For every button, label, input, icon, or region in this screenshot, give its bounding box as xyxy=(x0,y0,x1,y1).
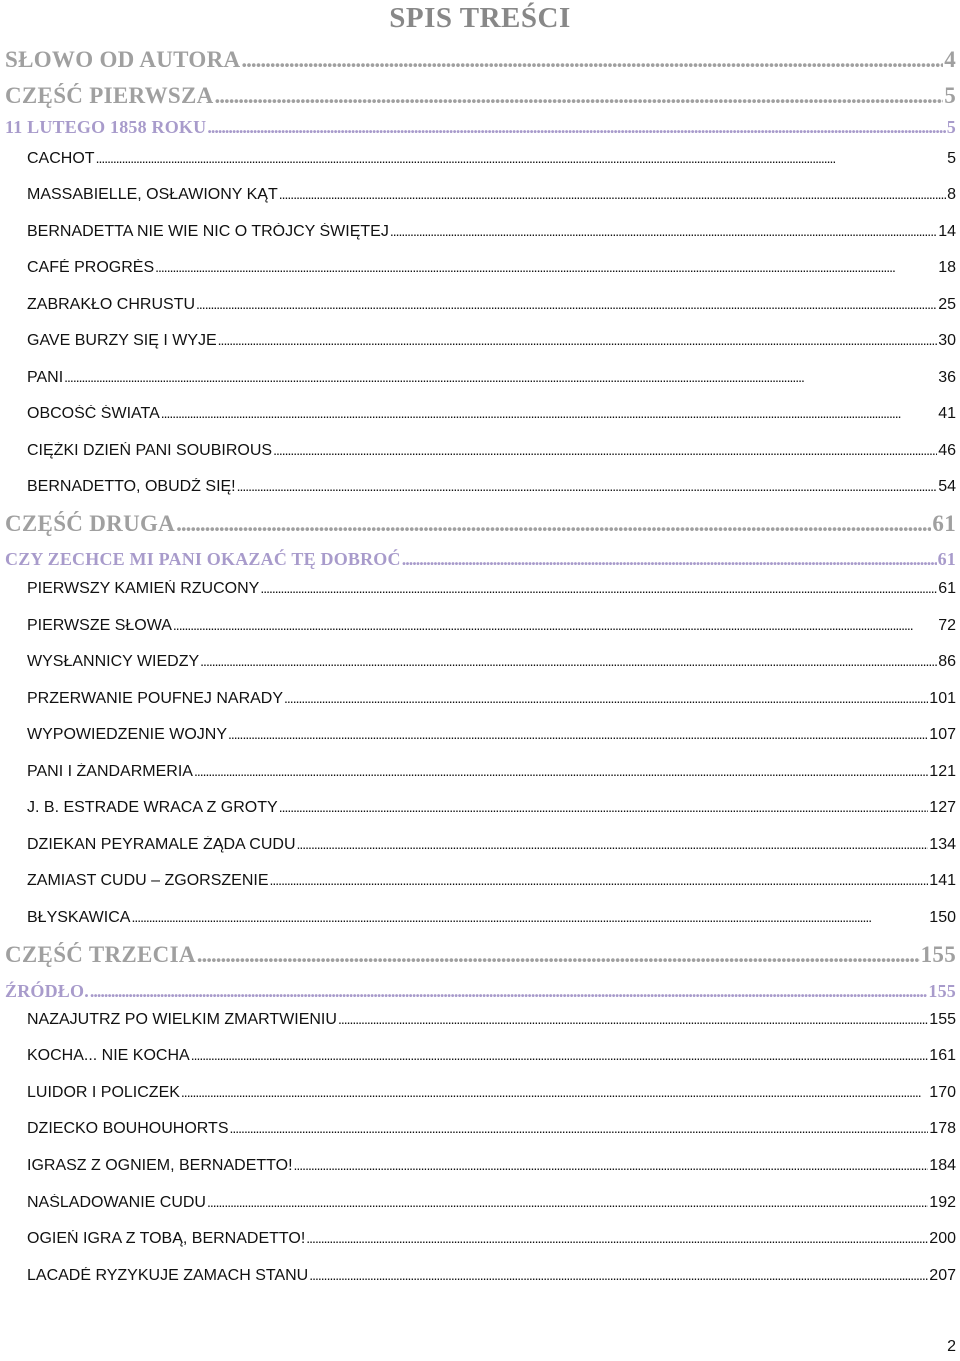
toc-entry-page: 8 xyxy=(947,186,956,203)
dot-leader xyxy=(230,1120,929,1136)
toc-entry[interactable] xyxy=(27,1084,956,1102)
toc-entry[interactable] xyxy=(27,259,956,277)
toc-entry-title: WYSŁANNICY WIEDZY xyxy=(27,653,200,670)
toc-entry-title: OGIEŃ IGRA Z TOBĄ, BERNADETTO! xyxy=(27,1230,306,1247)
toc-entry-page: 54 xyxy=(938,478,956,495)
toc-entry-page: 5 xyxy=(944,83,956,108)
toc-entry-title: ZABRAKŁO CHRUSTU xyxy=(27,296,196,313)
dot-leader xyxy=(207,1194,928,1210)
dot-leader xyxy=(64,369,937,385)
toc-entry-title: OBCOŚĆ ŚWIATA xyxy=(27,405,160,422)
dot-leader xyxy=(279,186,946,202)
toc-entry-title: MASSABIELLE, OSŁAWIONY KĄT xyxy=(27,186,278,203)
toc-entry-title: BERNADETTA NIE WIE NIC O TRÓJCY ŚWIĘTEJ xyxy=(27,223,389,240)
dot-leader xyxy=(155,259,937,275)
toc-entry-title: DZIECKO BOUHOUHORTS xyxy=(27,1120,229,1137)
dot-leader xyxy=(181,1084,928,1100)
toc-entry[interactable] xyxy=(27,1230,956,1248)
dot-leader xyxy=(237,478,938,494)
dot-leader xyxy=(131,909,928,925)
toc-entry[interactable] xyxy=(27,1120,956,1138)
toc-entry-page: 4 xyxy=(944,47,956,72)
toc-entry-title: CZĘŚĆ DRUGA xyxy=(5,511,176,536)
toc-entry-page: 86 xyxy=(938,653,956,670)
toc-entry-page: 61 xyxy=(937,549,956,569)
dot-leader xyxy=(161,405,937,421)
toc-entry-page: 161 xyxy=(929,1047,956,1064)
toc-entry[interactable] xyxy=(27,296,956,314)
dot-leader xyxy=(228,726,928,742)
toc-entry[interactable] xyxy=(27,653,956,671)
toc-entry[interactable] xyxy=(5,511,956,537)
page-title: SPIS TREŚCI xyxy=(389,2,571,34)
toc-entry-title: BERNADETTO, OBUDŹ SIĘ! xyxy=(27,478,236,495)
toc-entry-title: CAFÉ PROGRÈS xyxy=(27,259,155,276)
toc-entry-title: CIĘŻKI DZIEŃ PANI SOUBIROUS xyxy=(27,442,273,459)
toc-entry[interactable] xyxy=(27,332,956,350)
toc-entry[interactable] xyxy=(27,580,956,598)
toc-entry-page: 107 xyxy=(929,726,956,743)
toc-entry-page: 36 xyxy=(938,369,956,386)
toc-entry-title: CZĘŚĆ TRZECIA xyxy=(5,942,196,967)
toc-entry[interactable] xyxy=(27,478,956,496)
dot-leader xyxy=(218,332,938,348)
toc-entry-page: 155 xyxy=(920,942,956,967)
dot-leader xyxy=(173,617,937,633)
toc-entry-page: 18 xyxy=(938,259,956,276)
dot-leader xyxy=(194,763,928,779)
dot-leader xyxy=(96,150,947,166)
dot-leader xyxy=(390,223,937,239)
toc-entry[interactable] xyxy=(5,83,956,109)
toc-entry[interactable] xyxy=(5,47,956,73)
dot-leader xyxy=(273,442,937,458)
dot-leader xyxy=(338,1011,928,1027)
dot-leader xyxy=(200,653,937,669)
toc-entry-page: 121 xyxy=(929,763,956,780)
dot-leader xyxy=(176,511,931,537)
toc-entry[interactable] xyxy=(27,909,956,927)
toc-entry[interactable] xyxy=(27,836,956,854)
toc-entry[interactable] xyxy=(27,690,956,708)
toc-entry[interactable] xyxy=(5,117,956,138)
toc-entry-page: 30 xyxy=(938,332,956,349)
toc-entry-page: 155 xyxy=(928,981,956,1001)
toc-entry[interactable] xyxy=(27,872,956,890)
toc-entry-page: 207 xyxy=(929,1267,956,1284)
dot-leader xyxy=(402,549,937,570)
dot-leader xyxy=(270,872,929,888)
toc-entry-page: 101 xyxy=(929,690,956,707)
toc-entry-page: 150 xyxy=(929,909,956,926)
toc-entry-page: 72 xyxy=(938,617,956,634)
toc-entry-page: 25 xyxy=(938,296,956,313)
toc-entry-title: 11 LUTEGO 1858 ROKU xyxy=(5,117,207,137)
toc-entry[interactable] xyxy=(27,369,956,387)
toc-entry-title: ŹRÓDŁO. xyxy=(5,981,89,1001)
toc-entry-title: PANI I ŻANDARMERIA xyxy=(27,763,193,780)
toc-entry[interactable] xyxy=(27,726,956,744)
page-number: 2 xyxy=(947,1338,956,1355)
toc-entry-title: GAVE BURZY SIĘ I WYJE xyxy=(27,332,217,349)
toc-entry[interactable] xyxy=(27,1011,956,1029)
toc-entry-title: LACADÉ RYZYKUJE ZAMACH STANU xyxy=(27,1267,309,1284)
toc-entry-page: 178 xyxy=(929,1120,956,1137)
toc-entry[interactable] xyxy=(5,549,956,570)
toc-entry-title: PANI xyxy=(27,369,64,386)
toc-entry-page: 61 xyxy=(932,511,956,536)
dot-leader xyxy=(306,1230,928,1246)
toc-entry-page: 41 xyxy=(938,405,956,422)
toc-entry-title: PIERWSZY KAMIEŃ RZUCONY xyxy=(27,580,260,597)
toc-entry[interactable] xyxy=(27,1157,956,1175)
toc-entry-page: 200 xyxy=(929,1230,956,1247)
toc-entry-title: PIERWSZE SŁOWA xyxy=(27,617,172,634)
dot-leader xyxy=(207,117,945,138)
toc-entry-page: 184 xyxy=(929,1157,956,1174)
toc-entry[interactable] xyxy=(27,1194,956,1212)
toc-entry-page: 141 xyxy=(929,872,956,889)
toc-entry[interactable] xyxy=(27,617,956,635)
toc-entry-page: 14 xyxy=(938,223,956,240)
dot-leader xyxy=(297,836,929,852)
toc-entry-title: CACHOT xyxy=(27,150,95,167)
toc-entry-title: DZIEKAN PEYRAMALE ŻĄDA CUDU xyxy=(27,836,296,853)
toc-entry[interactable] xyxy=(27,186,956,204)
toc-entry-page: 192 xyxy=(929,1194,956,1211)
toc-entry-page: 5 xyxy=(946,117,956,137)
toc-entry-title: CZĘŚĆ PIERWSZA xyxy=(5,83,214,108)
toc-entry-page: 46 xyxy=(938,442,956,459)
dot-leader xyxy=(294,1157,929,1173)
toc-entry[interactable] xyxy=(5,942,956,968)
toc-entry[interactable] xyxy=(27,223,956,241)
dot-leader xyxy=(309,1267,928,1283)
toc-entry[interactable] xyxy=(27,763,956,781)
dot-leader xyxy=(191,1047,929,1063)
toc-entry[interactable] xyxy=(27,799,956,817)
toc-entry-title: SŁOWO OD AUTORA xyxy=(5,47,241,72)
toc-entry-title: NAZAJUTRZ PO WIELKIM ZMARTWIENIU xyxy=(27,1011,337,1028)
dot-leader xyxy=(90,981,927,1002)
toc-entry-page: 5 xyxy=(947,150,956,167)
dot-leader xyxy=(215,83,944,109)
dot-leader xyxy=(196,296,937,312)
toc-entry-title: IGRASZ Z OGNIEM, BERNADETTO! xyxy=(27,1157,293,1174)
toc-entry[interactable] xyxy=(27,405,956,423)
toc-entry[interactable] xyxy=(27,1047,956,1065)
toc-entry-title: CZY ZECHCE MI PANI OKAZAĆ TĘ DOBROĆ xyxy=(5,549,401,569)
toc-entry-page: 170 xyxy=(929,1084,956,1101)
toc-entry-page: 61 xyxy=(938,580,956,597)
toc-entry-title: KOCHA... NIE KOCHA xyxy=(27,1047,190,1064)
dot-leader xyxy=(279,799,929,815)
toc-entry-page: 155 xyxy=(929,1011,956,1028)
dot-leader xyxy=(197,942,920,968)
toc-entry-title: LUIDOR I POLICZEK xyxy=(27,1084,180,1101)
toc-entry-title: J. B. ESTRADE WRACA Z GROTY xyxy=(27,799,278,816)
dot-leader xyxy=(284,690,928,706)
dot-leader xyxy=(241,47,943,73)
toc-entry-title: BŁYSKAWICA xyxy=(27,909,131,926)
toc-entry-page: 127 xyxy=(929,799,956,816)
toc-entry[interactable] xyxy=(5,981,956,1002)
toc-entry-page: 134 xyxy=(929,836,956,853)
toc-entry-title: PRZERWANIE POUFNEJ NARADY xyxy=(27,690,284,707)
toc-entry[interactable] xyxy=(27,150,956,168)
toc-entry-title: NAŚLADOWANIE CUDU xyxy=(27,1194,206,1211)
toc-entry[interactable] xyxy=(27,1267,956,1285)
toc-entry-title: ZAMIAST CUDU – ZGORSZENIE xyxy=(27,872,269,889)
dot-leader xyxy=(260,580,937,596)
toc-entry[interactable] xyxy=(27,442,956,460)
toc-entry-title: WYPOWIEDZENIE WOJNY xyxy=(27,726,227,743)
